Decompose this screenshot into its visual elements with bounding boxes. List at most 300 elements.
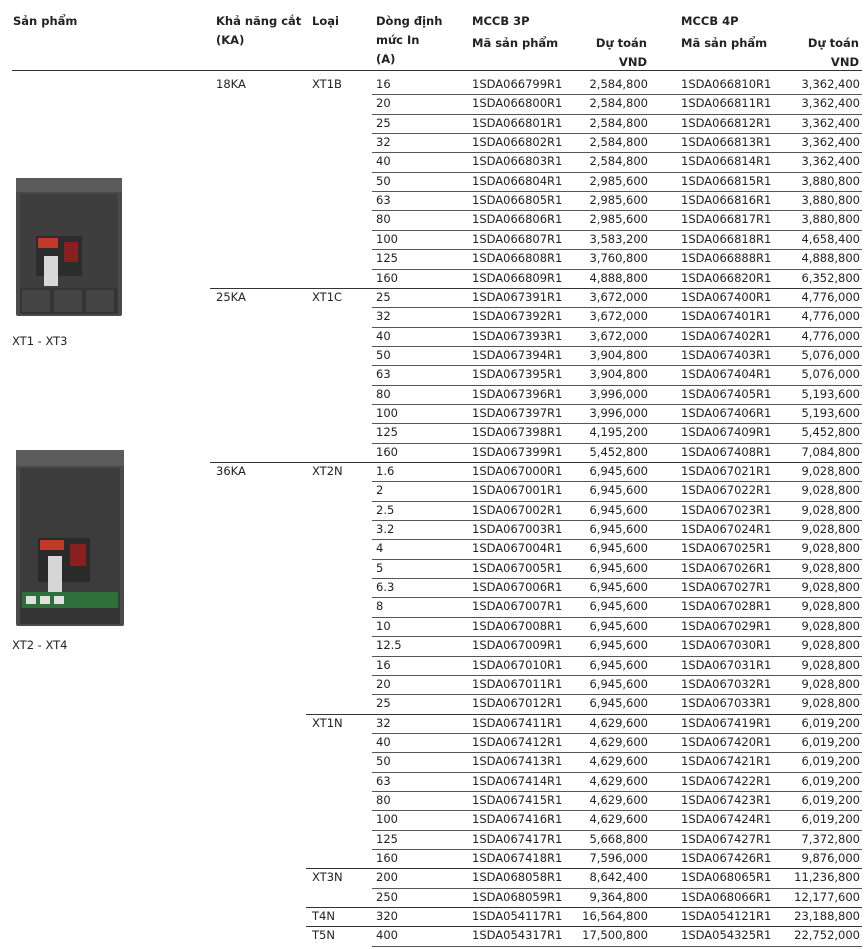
row-divider [372, 191, 862, 192]
rated-current-cell: 50 [376, 173, 391, 188]
code-3p-cell: 1SDA067009R1 [472, 638, 563, 653]
code-4p-cell: 1SDA066820R1 [681, 270, 772, 285]
header-price-4p [772, 34, 859, 72]
price-4p-cell: 9,028,800 [801, 541, 860, 556]
rated-current-cell: 63 [376, 367, 391, 382]
code-4p-cell: 1SDA067421R1 [681, 754, 772, 769]
row-divider [372, 133, 862, 134]
code-4p-cell: 1SDA067404R1 [681, 367, 772, 382]
type-label: XT1B [312, 77, 342, 91]
price-4p-cell: 6,019,200 [801, 812, 860, 827]
code-4p-cell: 1SDA067423R1 [681, 792, 772, 807]
row-divider [372, 636, 862, 637]
price-3p-cell: 6,945,600 [589, 599, 648, 614]
price-3p-cell: 6,945,600 [589, 676, 648, 691]
rated-current-cell: 250 [376, 889, 398, 904]
price-4p-cell: 4,776,000 [801, 309, 860, 324]
code-4p-cell: 1SDA067406R1 [681, 405, 772, 420]
price-3p-cell: 4,629,600 [589, 734, 648, 749]
row-divider [372, 791, 862, 792]
header-code-3p: Mã sản phẩm [472, 36, 559, 50]
price-4p-cell: 23,188,800 [794, 909, 860, 924]
rated-current-cell: 160 [376, 444, 398, 459]
price-3p-cell: 17,500,800 [582, 928, 648, 943]
price-3p-cell: 2,584,800 [589, 96, 648, 111]
type-label: XT2N [312, 464, 343, 478]
rated-current-cell: 20 [376, 676, 391, 691]
code-3p-cell: 1SDA067415R1 [472, 792, 563, 807]
header-breaking-capacity-line2: (KA) [216, 33, 245, 47]
code-4p-cell: 1SDA067032R1 [681, 676, 772, 691]
rated-current-cell: 12.5 [376, 638, 402, 653]
code-3p-cell: 1SDA067417R1 [472, 831, 563, 846]
code-3p-cell: 1SDA067395R1 [472, 367, 563, 382]
price-3p-cell: 2,985,600 [589, 173, 648, 188]
code-3p-cell: 1SDA067391R1 [472, 289, 563, 304]
price-3p-cell: 16,564,800 [582, 909, 648, 924]
code-3p-cell: 1SDA067398R1 [472, 425, 563, 440]
breaking-capacity-label: 25KA [216, 289, 246, 304]
row-divider [372, 810, 862, 811]
rated-current-cell: 40 [376, 154, 391, 169]
price-3p-cell: 6,945,600 [589, 541, 648, 556]
type-label: T5N [312, 928, 335, 943]
price-4p-cell: 12,177,600 [794, 889, 860, 904]
price-4p-cell: 5,193,600 [801, 386, 860, 401]
code-4p-cell: 1SDA066814R1 [681, 154, 772, 169]
price-4p-cell: 6,019,200 [801, 792, 860, 807]
row-divider [372, 830, 862, 831]
code-4p-cell: 1SDA068066R1 [681, 889, 772, 904]
code-4p-cell: 1SDA066812R1 [681, 115, 772, 130]
rated-current-cell: 4 [376, 541, 384, 556]
code-3p-cell: 1SDA067412R1 [472, 734, 563, 749]
code-3p-cell: 1SDA066799R1 [472, 77, 563, 91]
price-3p-cell: 3,904,800 [589, 347, 648, 362]
price-4p-cell: 9,028,800 [801, 560, 860, 575]
rated-current-cell: 40 [376, 734, 391, 749]
code-3p-cell: 1SDA067001R1 [472, 483, 563, 498]
code-3p-cell: 1SDA067003R1 [472, 522, 563, 537]
price-4p-cell: 5,452,800 [801, 425, 860, 440]
code-4p-cell: 1SDA067026R1 [681, 560, 772, 575]
code-4p-cell: 1SDA067427R1 [681, 831, 772, 846]
code-3p-cell: 1SDA054317R1 [472, 928, 563, 943]
code-4p-cell: 1SDA067028R1 [681, 599, 772, 614]
header-price-3p [560, 34, 647, 72]
code-3p-cell: 1SDA067399R1 [472, 444, 563, 459]
price-3p-cell: 6,945,600 [589, 560, 648, 575]
code-3p-cell: 1SDA066800R1 [472, 96, 563, 111]
code-3p-cell: 1SDA067413R1 [472, 754, 563, 769]
type-label: XT3N [312, 870, 343, 885]
code-4p-cell: 1SDA067021R1 [681, 464, 772, 478]
rated-current-cell: 320 [376, 909, 398, 924]
code-3p-cell: 1SDA068058R1 [472, 870, 563, 885]
code-3p-cell: 1SDA066801R1 [472, 115, 563, 130]
code-4p-cell: 1SDA066815R1 [681, 173, 772, 188]
price-3p-cell: 4,629,600 [589, 812, 648, 827]
code-3p-cell: 1SDA067012R1 [472, 696, 563, 711]
rated-current-cell: 1.6 [376, 464, 395, 478]
code-3p-cell: 1SDA066809R1 [472, 270, 563, 285]
rated-current-cell: 32 [376, 309, 391, 324]
rated-current-cell: 3.2 [376, 522, 395, 537]
price-4p-cell: 9,028,800 [801, 483, 860, 498]
code-4p-cell: 1SDA067033R1 [681, 696, 772, 711]
row-divider [372, 327, 862, 328]
code-4p-cell: 1SDA067403R1 [681, 347, 772, 362]
rated-current-cell: 8 [376, 599, 384, 614]
code-4p-cell: 1SDA067023R1 [681, 502, 772, 517]
header-rated-current-line1: Dòng định [376, 14, 443, 28]
rated-current-cell: 125 [376, 425, 398, 440]
row-divider [372, 346, 862, 347]
price-4p-cell: 9,028,800 [801, 696, 860, 711]
row-divider [372, 849, 862, 850]
price-3p-cell: 4,629,600 [589, 754, 648, 769]
rated-current-cell: 2 [376, 483, 384, 498]
code-3p-cell: 1SDA066807R1 [472, 231, 563, 246]
rated-current-cell: 100 [376, 812, 398, 827]
rated-current-cell: 63 [376, 193, 391, 208]
header-price-4p-line1: Dự toán [807, 36, 859, 50]
price-4p-cell: 6,019,200 [801, 715, 860, 730]
price-4p-cell: 5,193,600 [801, 405, 860, 420]
code-4p-cell: 1SDA067031R1 [681, 657, 772, 672]
rated-current-cell: 32 [376, 135, 391, 150]
code-3p-cell: 1SDA067004R1 [472, 541, 563, 556]
price-3p-cell: 3,760,800 [589, 251, 648, 266]
row-divider [372, 443, 862, 444]
price-3p-cell: 2,584,800 [589, 135, 648, 150]
header-price-3p-line2: VND [618, 55, 647, 69]
type-divider [306, 462, 862, 463]
rated-current-cell: 100 [376, 405, 398, 420]
rated-current-cell: 160 [376, 851, 398, 865]
code-4p-cell: 1SDA066811R1 [681, 96, 772, 111]
price-3p-cell: 3,996,000 [589, 405, 648, 420]
row-divider [372, 307, 862, 308]
code-3p-cell: 1SDA066802R1 [472, 135, 563, 150]
price-4p-cell: 4,658,400 [801, 231, 860, 246]
rated-current-cell: 63 [376, 773, 391, 788]
rated-current-cell: 80 [376, 386, 391, 401]
price-4p-cell: 4,776,000 [801, 328, 860, 343]
header-rated-current [376, 12, 442, 69]
rated-current-cell: 32 [376, 715, 391, 730]
rated-current-cell: 160 [376, 270, 398, 285]
price-3p-cell: 6,945,600 [589, 522, 648, 537]
header-breaking-capacity-line1: Khả năng cắt [216, 14, 302, 28]
code-3p-cell: 1SDA066803R1 [472, 154, 563, 169]
product-label-xt1-xt3: XT1 - XT3 [12, 334, 68, 348]
price-3p-cell: 4,195,200 [589, 425, 648, 440]
rated-current-cell: 2.5 [376, 502, 395, 517]
rated-current-cell: 80 [376, 212, 391, 227]
header-product: Sản phẩm [13, 14, 78, 28]
rated-current-cell: 50 [376, 347, 391, 362]
rated-current-cell: 80 [376, 792, 391, 807]
code-4p-cell: 1SDA067408R1 [681, 444, 772, 459]
code-4p-cell: 1SDA054325R1 [681, 928, 772, 943]
price-4p-cell: 3,362,400 [801, 135, 860, 150]
product-label-xt2-xt4: XT2 - XT4 [12, 638, 68, 652]
code-4p-cell: 1SDA067022R1 [681, 483, 772, 498]
code-3p-cell: 1SDA067396R1 [472, 386, 563, 401]
type-divider [306, 868, 862, 869]
price-3p-cell: 3,996,000 [589, 386, 648, 401]
rated-current-cell: 200 [376, 870, 398, 885]
price-4p-cell: 4,888,800 [801, 251, 860, 266]
code-4p-cell: 1SDA067424R1 [681, 812, 772, 827]
code-4p-cell: 1SDA066810R1 [681, 77, 772, 91]
code-3p-cell: 1SDA067416R1 [472, 812, 563, 827]
price-3p-cell: 4,629,600 [589, 715, 648, 730]
price-4p-cell: 22,752,000 [794, 928, 860, 943]
row-divider [372, 772, 862, 773]
rated-current-cell: 50 [376, 754, 391, 769]
price-4p-cell: 3,362,400 [801, 154, 860, 169]
code-4p-cell: 1SDA067030R1 [681, 638, 772, 653]
price-4p-cell: 3,362,400 [801, 96, 860, 111]
row-divider [372, 752, 862, 753]
price-3p-cell: 2,584,800 [589, 115, 648, 130]
header-price-4p-line2: VND [830, 55, 859, 69]
price-4p-cell: 9,876,000 [801, 851, 860, 865]
header-rated-current-line2: mức In [376, 33, 420, 47]
price-3p-cell: 3,583,200 [589, 231, 648, 246]
code-3p-cell: 1SDA067392R1 [472, 309, 563, 324]
code-4p-cell: 1SDA067400R1 [681, 289, 772, 304]
header-type: Loại [312, 14, 339, 28]
price-3p-cell: 6,945,600 [589, 696, 648, 711]
price-3p-cell: 3,672,000 [589, 328, 648, 343]
code-3p-cell: 1SDA066806R1 [472, 212, 563, 227]
row-divider [372, 888, 862, 889]
price-4p-cell: 3,880,800 [801, 193, 860, 208]
price-3p-cell: 2,985,600 [589, 212, 648, 227]
row-divider [372, 617, 862, 618]
price-4p-cell: 6,019,200 [801, 773, 860, 788]
code-4p-cell: 1SDA067024R1 [681, 522, 772, 537]
price-4p-cell: 9,028,800 [801, 676, 860, 691]
code-3p-cell: 1SDA067393R1 [472, 328, 563, 343]
header-price-3p-line1: Dự toán [595, 36, 647, 50]
row-divider [372, 365, 862, 366]
code-3p-cell: 1SDA066804R1 [472, 173, 563, 188]
price-3p-cell: 9,364,800 [589, 889, 648, 904]
code-4p-cell: 1SDA054121R1 [681, 909, 772, 924]
header-mccb-4p: MCCB 4P [681, 14, 739, 28]
code-3p-cell: 1SDA067008R1 [472, 618, 563, 633]
price-4p-cell: 7,084,800 [801, 444, 860, 459]
row-divider [372, 230, 862, 231]
rated-current-cell: 25 [376, 115, 391, 130]
row-divider [372, 172, 862, 173]
type-divider [306, 288, 862, 289]
price-3p-cell: 8,642,400 [589, 870, 648, 885]
code-4p-cell: 1SDA067419R1 [681, 715, 772, 730]
code-4p-cell: 1SDA066888R1 [681, 251, 772, 266]
rated-current-cell: 40 [376, 328, 391, 343]
row-divider [372, 114, 862, 115]
code-3p-cell: 1SDA066805R1 [472, 193, 563, 208]
rated-current-cell: 6.3 [376, 580, 395, 595]
type-label: XT1C [312, 289, 343, 304]
rated-current-cell: 5 [376, 560, 384, 575]
price-3p-cell: 6,945,600 [589, 618, 648, 633]
price-3p-cell: 3,672,000 [589, 309, 648, 324]
rated-current-cell: 20 [376, 96, 391, 111]
code-3p-cell: 1SDA067411R1 [472, 715, 563, 730]
code-3p-cell: 1SDA068059R1 [472, 889, 563, 904]
price-3p-cell: 5,668,800 [589, 831, 648, 846]
code-3p-cell: 1SDA067394R1 [472, 347, 563, 362]
code-3p-cell: 1SDA067011R1 [472, 676, 563, 691]
rated-current-cell: 10 [376, 618, 391, 633]
code-4p-cell: 1SDA067029R1 [681, 618, 772, 633]
price-3p-cell: 2,584,800 [589, 154, 648, 169]
row-divider [372, 597, 862, 598]
price-3p-cell: 6,945,600 [589, 638, 648, 653]
rated-current-cell: 16 [376, 657, 391, 672]
price-4p-cell: 9,028,800 [801, 657, 860, 672]
price-4p-cell: 4,776,000 [801, 289, 860, 304]
price-3p-cell: 4,629,600 [589, 792, 648, 807]
rated-current-cell: 125 [376, 831, 398, 846]
code-4p-cell: 1SDA066817R1 [681, 212, 772, 227]
breaking-capacity-label: 36KA [216, 464, 246, 478]
mccb-breaker-image [14, 176, 124, 320]
code-3p-cell: 1SDA067397R1 [472, 405, 563, 420]
price-3p-cell: 2,985,600 [589, 193, 648, 208]
row-divider [372, 269, 862, 270]
row-divider [372, 152, 862, 153]
price-4p-cell: 5,076,000 [801, 367, 860, 382]
row-divider [372, 578, 862, 579]
row-divider [372, 656, 862, 657]
rated-current-cell: 400 [376, 928, 398, 943]
price-4p-cell: 9,028,800 [801, 638, 860, 653]
price-4p-cell: 3,880,800 [801, 173, 860, 188]
row-divider [372, 501, 862, 502]
code-4p-cell: 1SDA067025R1 [681, 541, 772, 556]
price-3p-cell: 6,945,600 [589, 657, 648, 672]
price-4p-cell: 9,028,800 [801, 580, 860, 595]
price-4p-cell: 9,028,800 [801, 522, 860, 537]
code-4p-cell: 1SDA067409R1 [681, 425, 772, 440]
code-3p-cell: 1SDA066808R1 [472, 251, 563, 266]
rated-current-cell: 25 [376, 289, 391, 304]
code-4p-cell: 1SDA067401R1 [681, 309, 772, 324]
code-4p-cell: 1SDA068065R1 [681, 870, 772, 885]
row-divider [372, 423, 862, 424]
rated-current-cell: 100 [376, 231, 398, 246]
row-divider [372, 520, 862, 521]
price-4p-cell: 9,028,800 [801, 599, 860, 614]
code-3p-cell: 1SDA067007R1 [472, 599, 563, 614]
price-3p-cell: 6,945,600 [589, 580, 648, 595]
price-4p-cell: 7,372,800 [801, 831, 860, 846]
price-4p-cell: 6,352,800 [801, 270, 860, 285]
type-label: XT1N [312, 715, 343, 730]
row-divider [372, 559, 862, 560]
type-divider [306, 907, 862, 908]
row-divider [372, 385, 862, 386]
breaking-capacity-label: 18KA [216, 77, 246, 91]
header-code-4p: Mã sản phẩm [681, 36, 768, 50]
rated-current-cell: 125 [376, 251, 398, 266]
code-4p-cell: 1SDA066816R1 [681, 193, 772, 208]
price-4p-cell: 9,028,800 [801, 502, 860, 517]
price-3p-cell: 2,584,800 [589, 77, 648, 91]
code-3p-cell: 1SDA067002R1 [472, 502, 563, 517]
row-divider [372, 249, 862, 250]
header-mccb-3p: MCCB 3P [472, 14, 530, 28]
row-divider [372, 675, 862, 676]
price-3p-cell: 6,945,600 [589, 483, 648, 498]
row-divider [372, 946, 862, 947]
price-3p-cell: 6,945,600 [589, 464, 648, 478]
price-4p-cell: 3,362,400 [801, 77, 860, 91]
code-4p-cell: 1SDA067402R1 [681, 328, 772, 343]
type-divider [306, 926, 862, 927]
code-4p-cell: 1SDA067405R1 [681, 386, 772, 401]
price-3p-cell: 5,452,800 [589, 444, 648, 459]
price-4p-cell: 9,028,800 [801, 618, 860, 633]
price-3p-cell: 3,904,800 [589, 367, 648, 382]
type-divider [306, 714, 862, 715]
code-3p-cell: 1SDA067418R1 [472, 851, 563, 865]
code-4p-cell: 1SDA067420R1 [681, 734, 772, 749]
row-divider [372, 694, 862, 695]
row-divider [372, 404, 862, 405]
price-4p-cell: 5,076,000 [801, 347, 860, 362]
code-3p-cell: 1SDA067010R1 [472, 657, 563, 672]
price-3p-cell: 4,629,600 [589, 773, 648, 788]
code-3p-cell: 1SDA054117R1 [472, 909, 563, 924]
price-3p-cell: 4,888,800 [589, 270, 648, 285]
code-4p-cell: 1SDA067426R1 [681, 851, 772, 865]
price-4p-cell: 6,019,200 [801, 754, 860, 769]
row-divider [372, 733, 862, 734]
price-4p-cell: 3,880,800 [801, 212, 860, 227]
price-3p-cell: 6,945,600 [589, 502, 648, 517]
header-rated-current-line3: (A) [376, 52, 396, 66]
code-3p-cell: 1SDA067005R1 [472, 560, 563, 575]
row-divider [372, 481, 862, 482]
price-3p-cell: 3,672,000 [589, 289, 648, 304]
code-4p-cell: 1SDA067422R1 [681, 773, 772, 788]
price-4p-cell: 3,362,400 [801, 115, 860, 130]
price-4p-cell: 11,236,800 [794, 870, 860, 885]
price-4p-cell: 9,028,800 [801, 464, 860, 478]
row-divider [372, 94, 862, 95]
code-4p-cell: 1SDA066813R1 [681, 135, 772, 150]
row-divider [372, 210, 862, 211]
code-4p-cell: 1SDA067027R1 [681, 580, 772, 595]
code-3p-cell: 1SDA067414R1 [472, 773, 563, 788]
code-3p-cell: 1SDA067006R1 [472, 580, 563, 595]
code-3p-cell: 1SDA067000R1 [472, 464, 563, 478]
header-breaking-capacity [216, 12, 301, 50]
row-divider [372, 539, 862, 540]
code-4p-cell: 1SDA066818R1 [681, 231, 772, 246]
mccb-breaker-image [14, 448, 126, 630]
price-3p-cell: 7,596,000 [589, 851, 648, 865]
rated-current-cell: 25 [376, 696, 391, 711]
